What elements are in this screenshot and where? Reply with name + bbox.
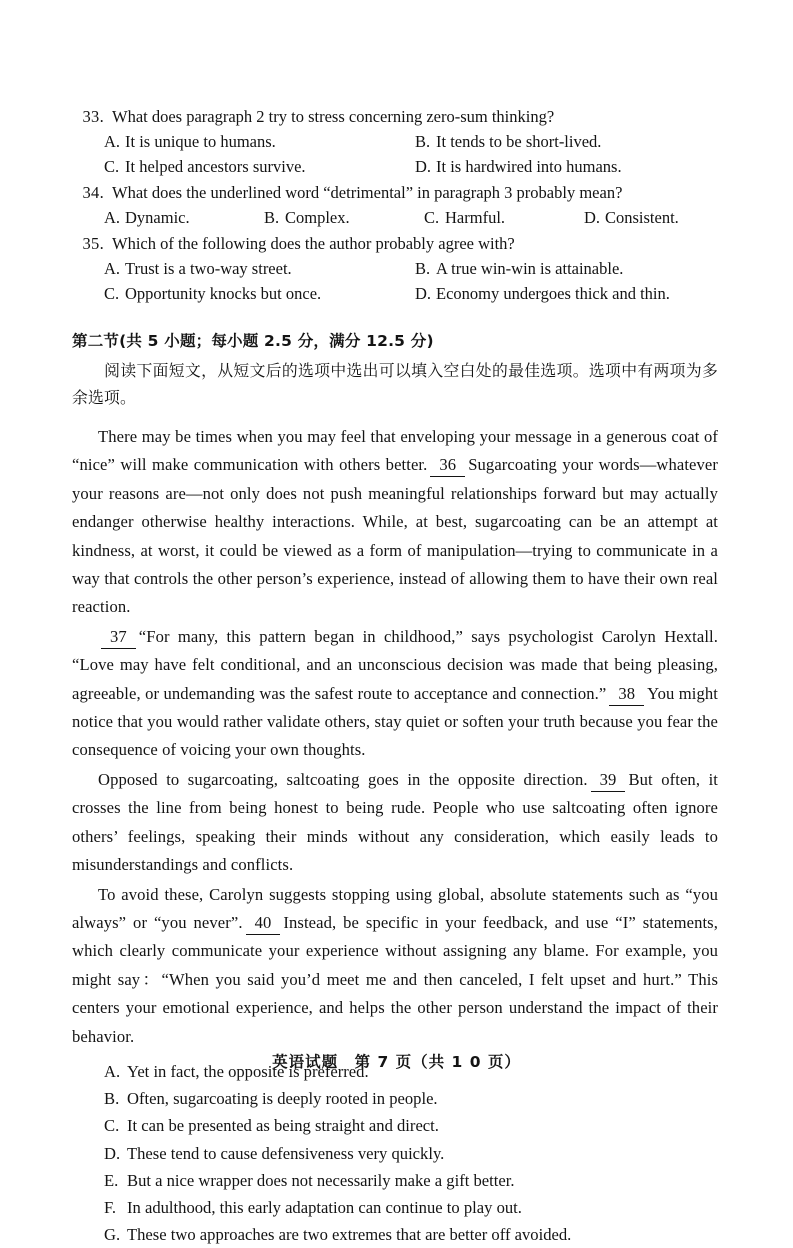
option-text: Complex. [285, 208, 350, 227]
question-33 [72, 104, 718, 179]
question-33-option-b[interactable] [415, 129, 726, 154]
choice-label: B. [104, 1089, 120, 1109]
question-34-option-c[interactable] [424, 205, 584, 230]
choice-text: Often, sugarcoating is deeply rooted in people. [127, 1089, 438, 1109]
question-33-stem: What does paragraph 2 try to stress concerning zero-sum thinking? [112, 107, 555, 126]
choice-e[interactable] [72, 1167, 718, 1194]
choice-text: These two approaches are two extremes that are better off avoided. [127, 1225, 572, 1245]
blank-36[interactable]: 36 [430, 455, 465, 477]
passage-paragraph-4 [72, 881, 718, 1051]
blank-37[interactable]: 37 [101, 627, 136, 649]
choice-list [72, 1058, 718, 1248]
passage-paragraph-1 [72, 423, 718, 622]
question-35-stem-line [72, 231, 718, 256]
option-text: It tends to be short-lived. [436, 132, 602, 151]
question-35-options-row-1 [72, 256, 718, 281]
paragraph-4-part-a: To avoid these, Carolyn suggests stopping using global, absolute statements such as “you always” or “you never”. [72, 884, 718, 932]
choice-label: F. [104, 1197, 117, 1217]
option-text: Trust is a two-way street. [125, 259, 292, 278]
question-34-number: 34. [82, 183, 104, 202]
section-instruction [72, 357, 718, 411]
option-label: B. [264, 208, 280, 227]
blank-39[interactable]: 39 [591, 770, 626, 792]
option-label: C. [104, 284, 120, 303]
choice-d[interactable] [72, 1140, 718, 1167]
question-35 [72, 231, 718, 306]
question-35-option-a[interactable] [104, 256, 415, 281]
blank-38[interactable]: 38 [609, 684, 644, 706]
question-33-options-row-1 [72, 129, 718, 154]
choice-g[interactable] [72, 1221, 718, 1248]
question-34-stem-line [72, 180, 718, 205]
option-label: C. [104, 157, 120, 176]
paragraph-3-part-a: Opposed to sugarcoating, saltcoating goes in the opposite direction. [98, 769, 588, 789]
option-text: Harmful. [445, 208, 506, 227]
option-text: Dynamic. [125, 208, 190, 227]
paragraph-4-part-b: Instead, be specific in your feedback, and use “I” statements, which clearly communicate your experience without assigning any blame. For example, you might say：“When you said you’d meet me and then canceled, I felt upset and hurt.” This centers your emotional experience, and helps the other person understand the impact of their behavior. [72, 912, 718, 1046]
option-text: Economy undergoes thick and thin. [436, 284, 670, 303]
option-text: A true win-win is attainable. [436, 259, 624, 278]
question-35-option-d[interactable] [415, 281, 726, 306]
choice-text: Yet in fact, the opposite is preferred. [127, 1061, 369, 1081]
paragraph-1-part-b: Sugarcoating your words—whatever your reasons are—not only does not push meaningful relationships forward but may actually endanger otherwise healthy interactions. While, at best, sugarcoating can be an attempt at kindness, at worst, it could be viewed as a form of manipulation—trying to communicate in a way that controls the other person’s experience, instead of allowing them to have their own real reaction. [72, 455, 719, 617]
choice-f[interactable] [72, 1194, 718, 1221]
question-34-option-b[interactable] [264, 205, 424, 230]
question-35-options-row-2 [72, 281, 718, 306]
choice-text: It can be presented as being straight and direct. [127, 1116, 439, 1136]
choice-text: These tend to cause defensiveness very quickly. [127, 1143, 445, 1163]
paragraph-3-part-b: But often, it crosses the line from being honest to being rude. People who use saltcoating often ignore others’ feelings, speaking their minds without any consideration, which easily leads to misunderstandings and conflicts. [72, 769, 718, 875]
option-text: It is hardwired into humans. [436, 157, 622, 176]
choice-label: D. [104, 1143, 121, 1163]
option-label: A. [104, 208, 121, 227]
page-footer: 英语试题 第 7 页（共 1 0 页） [272, 1053, 521, 1071]
option-label: B. [415, 259, 431, 278]
option-text: It is unique to humans. [125, 132, 276, 151]
choice-label: A. [104, 1061, 121, 1081]
question-33-option-c[interactable] [104, 154, 415, 179]
question-34-options-row [72, 205, 718, 230]
choice-label: E. [104, 1170, 119, 1190]
choice-label: G. [104, 1225, 121, 1245]
choice-text: In adulthood, this early adaptation can continue to play out. [127, 1197, 522, 1217]
question-34-stem: What does the underlined word “detrimental” in paragraph 3 probably mean? [112, 183, 623, 202]
option-text: It helped ancestors survive. [125, 157, 306, 176]
question-33-number: 33. [82, 107, 104, 126]
paragraph-2-part-b: You might notice that you would rather validate others, stay quiet or soften your truth because you fear the consequence of voicing your own thoughts. [72, 683, 719, 760]
blank-40[interactable]: 40 [246, 913, 281, 935]
choice-text: But a nice wrapper does not necessarily make a gift better. [127, 1170, 515, 1190]
passage-paragraph-2 [72, 623, 718, 765]
option-label: A. [104, 132, 121, 151]
option-label: D. [415, 284, 432, 303]
section-instruction-text: 阅读下面短文，从短文后的选项中选出可以填入空白处的最佳选项。选项中有两项为多余选项。 [72, 361, 718, 407]
option-label: B. [415, 132, 431, 151]
option-text: Consistent. [605, 208, 679, 227]
question-35-stem: Which of the following does the author probably agree with? [112, 234, 515, 253]
paragraph-1-part-a: There may be times when you may feel that enveloping your message in a generous coat of “nice” will make communication with others better. [72, 427, 718, 475]
question-34 [72, 180, 718, 230]
option-label: C. [424, 208, 440, 227]
question-33-option-a[interactable] [104, 129, 415, 154]
paragraph-2-part-a: “For many, this pattern began in childhood,” says psychologist Carolyn Hextall. “Love may have felt conditional, and an unconscious decision was made that being pleasing, agreeable, or undemanding was the safest route to acceptance and connection.” [72, 626, 718, 703]
question-33-stem-line [72, 104, 718, 129]
question-35-option-b[interactable] [415, 256, 726, 281]
question-33-option-d[interactable] [415, 154, 726, 179]
question-35-option-c[interactable] [104, 281, 415, 306]
section-heading: 第二节(共 5 小题；每小题 2.5 分，满分 12.5 分) [72, 332, 434, 350]
option-label: D. [584, 208, 601, 227]
option-text: Opportunity knocks but once. [125, 284, 322, 303]
page-content [72, 104, 718, 1248]
reading-passage [72, 423, 718, 1051]
question-35-number: 35. [82, 234, 104, 253]
option-label: A. [104, 259, 121, 278]
question-33-options-row-2 [72, 154, 718, 179]
choice-b[interactable] [72, 1085, 718, 1112]
option-label: D. [415, 157, 432, 176]
choice-label: C. [104, 1116, 120, 1136]
choice-c[interactable] [72, 1112, 718, 1139]
question-34-option-a[interactable] [104, 205, 264, 230]
question-34-option-d[interactable] [584, 205, 744, 230]
passage-paragraph-3 [72, 766, 718, 880]
